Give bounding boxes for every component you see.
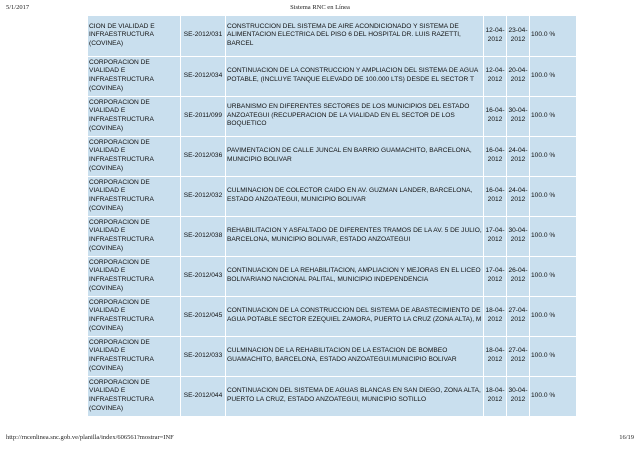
print-header [0,2,640,14]
contract-number-cell: SE-2012/031 [181,16,226,56]
start-date-cell: 17-04-2012 [484,216,507,256]
progress-cell: 100.0 % [530,216,577,256]
description-cell: CONTINUACION DE LA CONSTRUCCION DEL SISTEMA DE ABASTECIMIENTO DE AGUA POTABLE SECTOR EZEQUIEL ZAMORA, PUERTO LA CRUZ (ZONA ALTA), M [226,296,484,336]
contract-number-cell: SE-2012/036 [181,136,226,176]
contract-number-cell: SE-2012/034 [181,56,226,96]
progress-cell: 100.0 % [530,96,577,136]
description-cell: URBANISMO EN DIFERENTES SECTORES DE LOS MUNICIPIOS DEL ESTADO ANZOATEGUI (RECUPERACION DE LA VIALIDAD EN EL SECTOR DE LOS BOQUETICO [226,96,484,136]
organization-cell: CORPORACION DE VIALIDAD E INFRAESTRUCTURA (COVINEA) [88,336,181,376]
start-date-cell: 18-04-2012 [484,296,507,336]
table-row [88,336,577,376]
description-cell: REHABILITACION Y ASFALTADO DE DIFERENTES TRAMOS DE LA AV. 5 DE JULIO, BARCELONA, MUNICIPIO BOLIVAR, ESTADO ANZOATEGUI [226,216,484,256]
start-date-cell: 17-04-2012 [484,256,507,296]
organization-cell: CORPORACION DE VIALIDAD E INFRAESTRUCTURA (COVINEA) [88,376,181,416]
progress-cell: 100.0 % [530,16,577,56]
table-row [88,56,577,96]
description-cell: CULMINACION DE COLECTOR CAIDO EN AV. GUZMAN LANDER, BARCELONA, ESTADO ANZOATEGUI, MUNICIPIO BOLIVAR [226,176,484,216]
description-cell: PAVIMENTACION DE CALLE JUNCAL EN BARRIO GUAMACHITO, BARCELONA, MUNICIPIO BOLIVAR [226,136,484,176]
organization-cell: CION DE VIALIDAD E INFRAESTRUCTURA (COVINEA) [88,16,181,56]
start-date-cell: 12-04-2012 [484,16,507,56]
contract-number-cell: SE-2012/045 [181,296,226,336]
start-date-cell: 18-04-2012 [484,336,507,376]
organization-cell: CORPORACION DE VIALIDAD E INFRAESTRUCTURA (COVINEA) [88,176,181,216]
organization-cell: CORPORACION DE VIALIDAD E INFRAESTRUCTURA (COVINEA) [88,216,181,256]
print-date: 5/1/2017 [6,4,30,11]
organization-cell: CORPORACION DE VIALIDAD E INFRAESTRUCTURA (COVINEA) [88,56,181,96]
end-date-cell: 24-04-2012 [507,176,530,216]
description-cell: CULMINACION DE LA REHABILITACION DE LA ESTACION DE BOMBEO GUAMACHITO, BARCELONA, ESTADO ANZOATEGUI.MUNICIPIO BOLIVAR [226,336,484,376]
table-row [88,96,577,136]
table-row [88,16,577,56]
description-cell: CONSTRUCCION DEL SISTEMA DE AIRE ACONDICIONADO Y SISTEMA DE ALIMENTACION ELECTRICA DEL PISO 6 DEL HOSPITAL DR. LUIS RAZETTI, BARCEL [226,16,484,56]
print-footer [0,434,640,446]
end-date-cell: 30-04-2012 [507,376,530,416]
progress-cell: 100.0 % [530,136,577,176]
start-date-cell: 18-04-2012 [484,376,507,416]
description-cell: CONTINUACION DEL SISTEMA DE AGUAS BLANCAS EN SAN DIEGO, ZONA ALTA, PUERTO LA CRUZ, ESTADO ANZOATEGUI, MUNICIPIO SOTILLO [226,376,484,416]
progress-cell: 100.0 % [530,336,577,376]
start-date-cell: 12-04-2012 [484,56,507,96]
page-title: Sistema RNC en Línea [290,4,350,11]
page-number: 16/19 [619,434,634,441]
table-row [88,136,577,176]
end-date-cell: 27-04-2012 [507,296,530,336]
organization-cell: CORPORACION DE VIALIDAD E INFRAESTRUCTURA (COVINEA) [88,296,181,336]
organization-cell: CORPORACION DE VIALIDAD E INFRAESTRUCTURA (COVINEA) [88,96,181,136]
start-date-cell: 16-04-2012 [484,136,507,176]
organization-cell: CORPORACION DE VIALIDAD E INFRAESTRUCTURA (COVINEA) [88,256,181,296]
end-date-cell: 23-04-2012 [507,16,530,56]
end-date-cell: 30-04-2012 [507,96,530,136]
contract-number-cell: SE-2011/099 [181,96,226,136]
end-date-cell: 20-04-2012 [507,56,530,96]
contract-number-cell: SE-2012/033 [181,336,226,376]
contracts-table [88,16,577,417]
end-date-cell: 26-04-2012 [507,256,530,296]
end-date-cell: 30-04-2012 [507,216,530,256]
start-date-cell: 16-04-2012 [484,176,507,216]
start-date-cell: 16-04-2012 [484,96,507,136]
progress-cell: 100.0 % [530,176,577,216]
description-cell: CONTINUACION DE LA REHABILITACION, AMPLIACION Y MEJORAS EN EL LICEO BOLIVARIANO NACIONAL PALITAL, MUNICIPIO INDEPENDENCIA [226,256,484,296]
progress-cell: 100.0 % [530,296,577,336]
progress-cell: 100.0 % [530,56,577,96]
table-row [88,376,577,416]
end-date-cell: 24-04-2012 [507,136,530,176]
end-date-cell: 27-04-2012 [507,336,530,376]
table-row [88,256,577,296]
contract-number-cell: SE-2012/032 [181,176,226,216]
organization-cell: CORPORACION DE VIALIDAD E INFRAESTRUCTURA (COVINEA) [88,136,181,176]
contract-number-cell: SE-2012/038 [181,216,226,256]
contract-number-cell: SE-2012/043 [181,256,226,296]
table-row [88,296,577,336]
description-cell: CONTINUACION DE LA CONSTRUCCION Y AMPLIACION DEL SISTEMA DE AGUA POTABLE, (INCLUYE TANQUE ELEVADO DE 100.000 LTS) DESDE EL SECTOR T [226,56,484,96]
table-row [88,216,577,256]
page-url: http://rncenlinea.snc.gob.ve/planilla/index/606561?mostrar=INF [6,434,174,441]
progress-cell: 100.0 % [530,256,577,296]
progress-cell: 100.0 % [530,376,577,416]
contract-number-cell: SE-2012/044 [181,376,226,416]
table-row [88,176,577,216]
